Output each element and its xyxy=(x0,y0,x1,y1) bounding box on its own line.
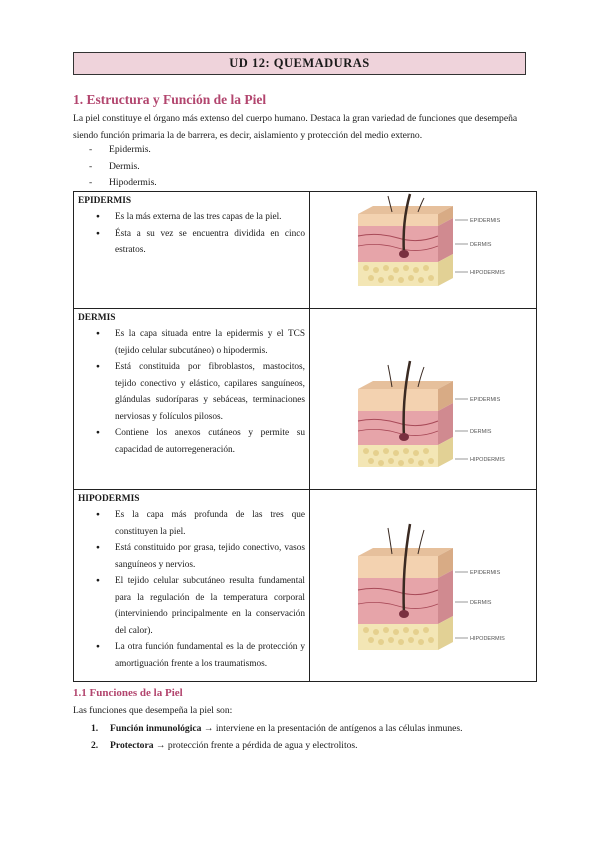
arrow-icon: → xyxy=(203,723,214,734)
section-heading-functions: 1.1 Funciones de la Piel xyxy=(73,687,183,699)
list-item xyxy=(91,721,463,738)
section-heading-structure: 1. Estructura y Función de la Piel xyxy=(73,92,267,107)
cell-title: EPIDERMIS xyxy=(78,196,132,206)
skin-illustration xyxy=(358,194,453,286)
skin-diagram-image xyxy=(318,309,528,481)
layer-label: Epidermis. xyxy=(109,144,151,155)
layer-list-item xyxy=(89,159,157,176)
item-text xyxy=(110,738,358,755)
layer-list xyxy=(89,142,157,192)
diagram-label-dermis: DERMIS xyxy=(470,600,492,606)
diagram-label-hipodermis: HIPODERMIS xyxy=(470,636,505,642)
item-number: 2. xyxy=(91,739,99,751)
diagram-label-hipodermis: HIPODERMIS xyxy=(470,270,505,276)
hipodermis-text-cell xyxy=(74,490,310,682)
bullet-list xyxy=(78,507,305,672)
item-description: protección frente a pérdida de agua y electrolitos. xyxy=(167,739,358,751)
bullet-list xyxy=(78,209,305,259)
dash-marker: - xyxy=(89,160,93,172)
diagram-label-epidermis: EPIDERMIS xyxy=(470,218,501,224)
layer-list-item xyxy=(89,175,157,192)
diagram-label-hipodermis: HIPODERMIS xyxy=(470,457,505,463)
functions-intro: Las funciones que desempeña la piel son: xyxy=(73,705,233,716)
dermis-text-cell xyxy=(74,309,310,490)
table-row-dermis xyxy=(74,309,537,490)
bullet-item: ● Es la capa situada entre la epidermis y el TCS (tejido celular subcutáneo) o hipodermis. xyxy=(78,326,305,359)
hipodermis-image-cell xyxy=(310,490,537,682)
skin-layers-table xyxy=(73,191,537,682)
skin-illustration xyxy=(358,361,453,467)
diagram-label-dermis: DERMIS xyxy=(470,429,492,435)
leader-lines xyxy=(455,572,468,638)
bullet-item: ● La otra función fundamental es la de protección y amortiguación frente a los traumatismos. xyxy=(78,639,305,672)
bullet-item: ● Es la más externa de las tres capas de la piel. xyxy=(78,209,305,226)
intro-paragraph: La piel constituye el órgano más extenso del cuerpo humano. Destaca la gran variedad de funciones que desempeña siendo función primaria la de barrera, es decir, aislamiento y protección del medio externo. xyxy=(73,113,518,141)
layer-label: Hipodermis. xyxy=(109,177,157,188)
table-row-hipodermis xyxy=(74,490,537,682)
diagram-label-epidermis: EPIDERMIS xyxy=(470,397,501,403)
diagram-label-epidermis: EPIDERMIS xyxy=(470,570,501,576)
leader-lines xyxy=(455,399,468,459)
cell-title: HIPODERMIS xyxy=(78,494,140,504)
list-item xyxy=(91,738,463,755)
bullet-item: ● El tejido celular subcutáneo resulta fundamental para la regulación de la temperatura corporal (interviniendo principalmente en la conservación del calor). xyxy=(78,573,305,639)
diagram-label-dermis: DERMIS xyxy=(470,242,492,248)
epidermis-image-cell xyxy=(310,192,537,309)
leader-lines xyxy=(455,220,468,272)
functions-list xyxy=(91,721,463,754)
item-text xyxy=(110,721,463,738)
skin-diagram-image xyxy=(318,192,528,300)
item-term: Protectora xyxy=(110,739,154,751)
skin-diagram-image xyxy=(318,490,528,673)
skin-illustration xyxy=(358,524,453,650)
dermis-image-cell xyxy=(310,309,537,490)
bullet-list xyxy=(78,326,305,458)
arrow-icon: → xyxy=(155,739,166,751)
cell-title: DERMIS xyxy=(78,313,116,323)
item-number: 1. xyxy=(91,723,99,734)
bullet-item: ● Está constituido por grasa, tejido conectivo, vasos sanguíneos y nervios. xyxy=(78,540,305,573)
layer-label: Dermis. xyxy=(109,160,140,172)
item-description: interviene en la presentación de antígenos a las células inmunes. xyxy=(215,723,463,734)
dash-marker: - xyxy=(89,177,93,188)
layer-list-item xyxy=(89,142,157,159)
item-term: Función inmunológica xyxy=(110,723,202,734)
table-row-epidermis xyxy=(74,192,537,309)
dash-marker: - xyxy=(89,144,93,155)
document-title xyxy=(73,52,526,75)
epidermis-text-cell xyxy=(74,192,310,309)
bullet-item: ● Es la capa más profunda de las tres que constituyen la piel. xyxy=(78,507,305,540)
document-title-text: UD 12: QUEMADURAS xyxy=(229,56,370,70)
bullet-item: ● Contiene los anexos cutáneos y permite su capacidad de autorregeneración. xyxy=(78,425,305,458)
bullet-item: ● Está constituida por fibroblastos, mastocitos, tejido conectivo y elástico, capilares sanguíneos, glándulas sudoríparas y sebáceas, terminaciones nerviosas y folículos pilosos. xyxy=(78,359,305,425)
bullet-item: ● Ésta a su vez se encuentra dividida en cinco estratos. xyxy=(78,226,305,259)
